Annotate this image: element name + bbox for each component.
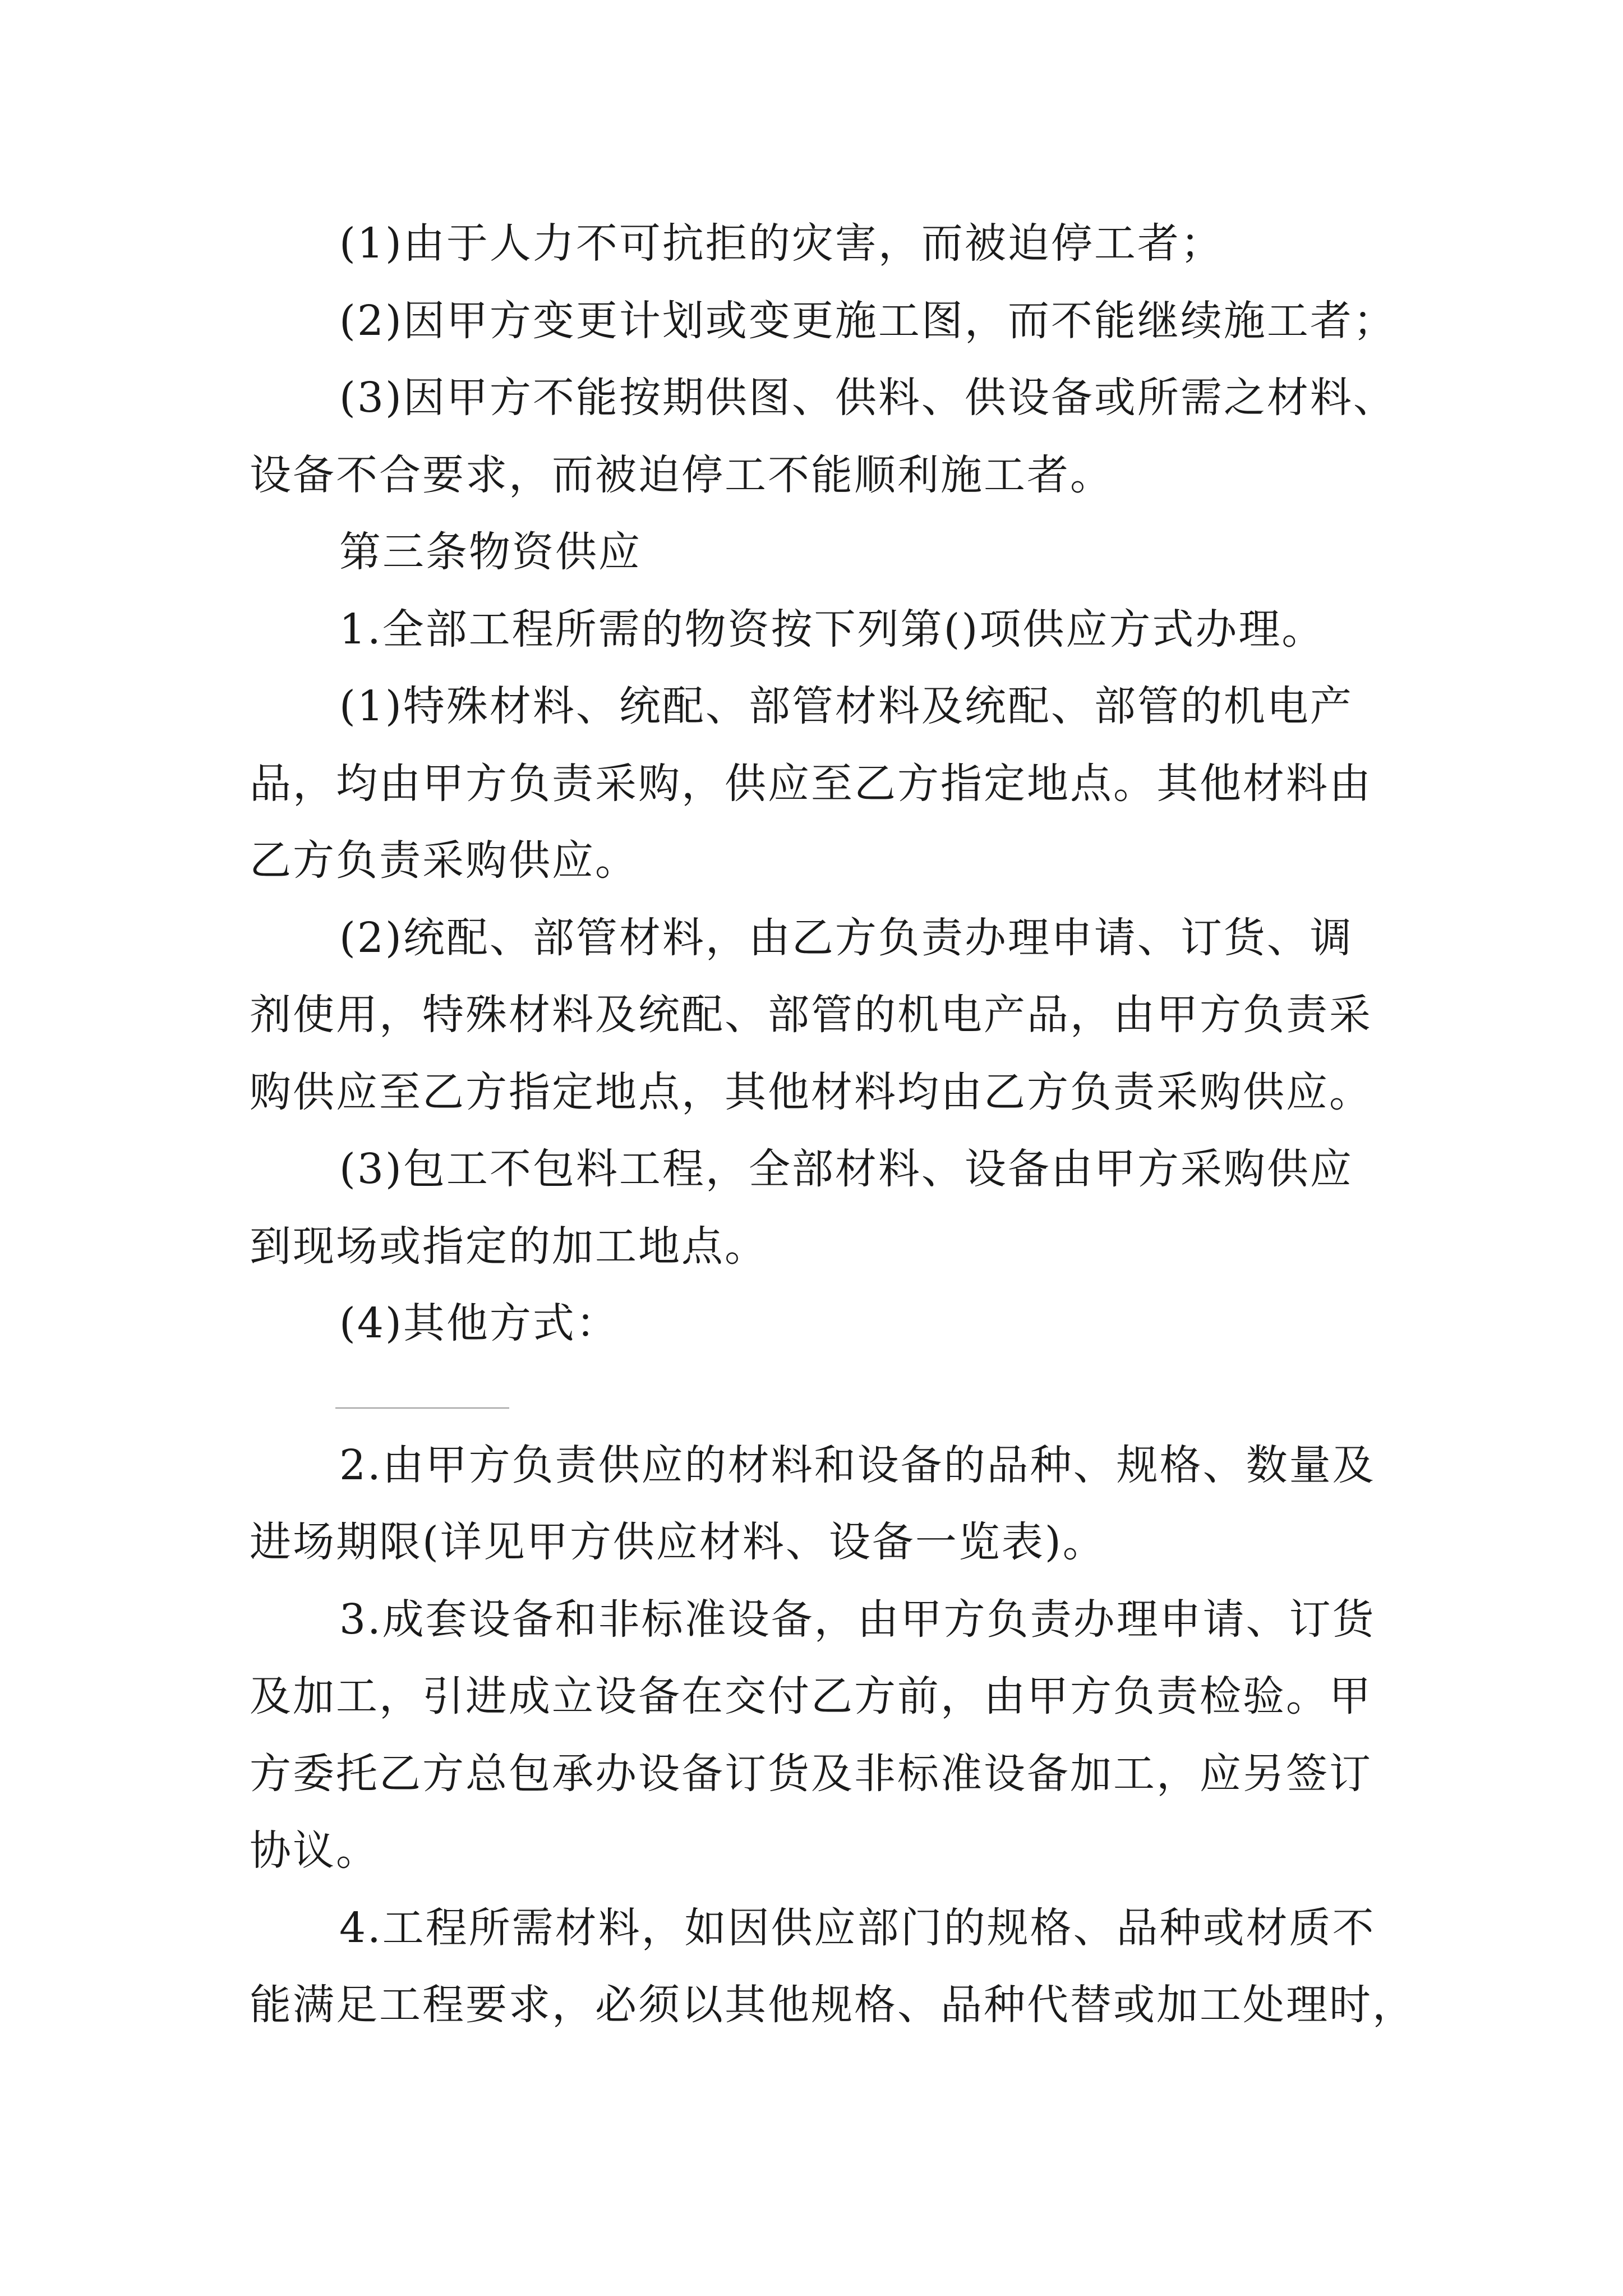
text-line-15: (4)其他方式： <box>339 1299 619 1347</box>
text-line-14: 到现场或指定的加工地点。 <box>250 1222 768 1271</box>
text-line-21: 协议。 <box>250 1826 379 1875</box>
text-line-2: (2)因甲方变更计划或变更施工图，而不能继续施工者； <box>339 297 1396 345</box>
text-line-23: 能满足工程要求，必须以其他规格、品种代替或加工处理时， <box>250 1981 1415 2029</box>
text-line-16: 2.由甲方负责供应的材料和设备的品种、规格、数量及 <box>339 1441 1376 1489</box>
text-line-1: (1)由于人力不可抗拒的灾害，而被迫停工者； <box>339 219 1224 268</box>
text-line-19: 及加工，引进成立设备在交付乙方前，由甲方负责检验。甲 <box>250 1672 1372 1720</box>
text-line-17: 进场期限(详见甲方供应材料、设备一览表)。 <box>250 1518 1106 1566</box>
text-line-10: (2)统配、部管材料，由乙方负责办理申请、订货、调 <box>339 914 1353 962</box>
text-line-3: (3)因甲方不能按期供图、供料、供设备或所需之材料、 <box>339 374 1396 422</box>
text-line-7: (1)特殊材料、统配、部管材料及统配、部管的机电产 <box>339 682 1353 730</box>
text-line-8: 品，均由甲方负责采购，供应至乙方指定地点。其他材料由 <box>250 760 1372 808</box>
text-line-6: 1.全部工程所需的物资按下列第()项供应方式办理。 <box>339 605 1325 654</box>
text-line-11: 剂使用，特殊材料及统配、部管的机电产品，由甲方负责采 <box>250 991 1372 1039</box>
text-line-13: (3)包工不包料工程，全部材料、设备由甲方采购供应 <box>339 1145 1353 1193</box>
text-line-18: 3.成套设备和非标准设备，由甲方负责办理申请、订货 <box>339 1595 1376 1644</box>
text-line-20: 方委托乙方总包承办设备订货及非标准设备加工，应另签订 <box>250 1750 1372 1798</box>
text-line-12: 购供应至乙方指定地点，其他材料均由乙方负责采购供应。 <box>250 1068 1372 1116</box>
text-line-4: 设备不合要求，而被迫停工不能顺利施工者。 <box>250 451 1113 499</box>
section-heading: 第三条物资供应 <box>339 528 642 576</box>
text-line-9: 乙方负责采购供应。 <box>250 836 638 885</box>
blank-underline <box>335 1407 509 1409</box>
text-line-22: 4.工程所需材料，如因供应部门的规格、品种或材质不 <box>339 1904 1376 1952</box>
